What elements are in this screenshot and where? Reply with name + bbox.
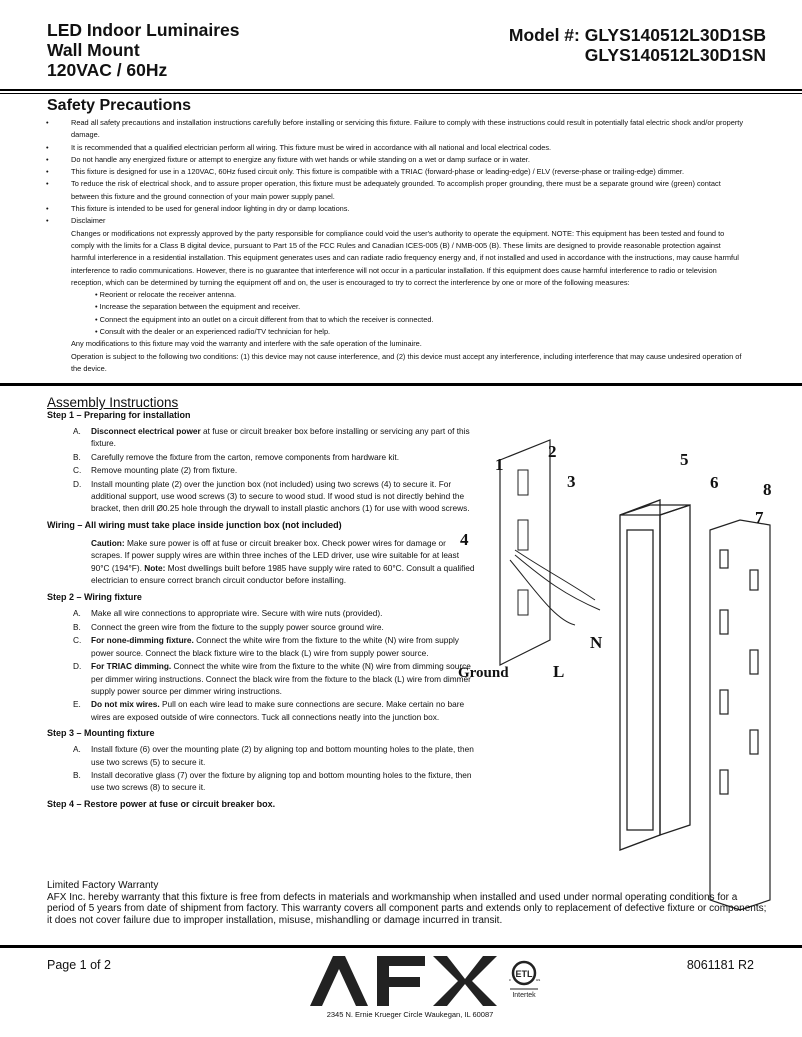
step-item <box>47 451 477 463</box>
step-item <box>47 425 477 450</box>
divider <box>0 945 802 948</box>
decorative-glass <box>710 520 770 910</box>
caution-text <box>47 537 477 587</box>
callout-label: Ground <box>458 665 509 681</box>
item-text: Install mounting plate (2) over the junction box (not included) using two screws (4) to secure it. For additional support, use wood screws (3) to secure to wood stud. If wood stud is not directly behind the bracket, then drill Ø0.25 hole through the drywall to install plastic anchors (1) for use with wood screws. <box>91 478 470 514</box>
intertek-text: Intertek <box>512 992 536 999</box>
divider <box>0 383 802 386</box>
measure: • Consult with the dealer or an experienced radio/TV technician for help. <box>95 327 331 337</box>
item-text: Connect the white wire from the fixture to the white (N) wire from supply power source. Connect the black fixture wire to the black (L) wire from supply power source. <box>91 635 459 658</box>
item-text: Carefully remove the fixture from the carton, remove components from hardware kit. <box>91 451 400 462</box>
callout-label: 2 <box>548 442 557 461</box>
note-body: Most dwellings built before 1985 have supply wire rated to 60°C. Consult a qualified electrician to ensure correct branch circuit conductor before installing. <box>91 562 475 586</box>
safety-section <box>47 97 747 375</box>
divider <box>0 93 802 94</box>
note: Any modifications to this fixture may void the warranty and interfere with the safe operation of the luminaire. <box>71 339 422 349</box>
safety-bullet: • Disclaimer <box>47 215 747 227</box>
item-text: Install fixture (6) over the mounting plate (2) by aligning top and bottom mounting holes to the plate, then use two screws (5) to secure it. <box>91 744 474 767</box>
callout-label: 3 <box>567 472 576 491</box>
callout-label: 6 <box>710 473 719 492</box>
model-numbers <box>509 25 766 65</box>
measure: • Connect the equipment into an outlet on a circuit different from that to which the receiver is connected. <box>95 314 434 324</box>
afx-logo <box>305 951 555 1011</box>
item-text: Remove mounting plate (2) from fixture. <box>91 465 238 476</box>
step-item <box>47 660 477 697</box>
safety-bullet: • This fixture is designed for use in a 120VAC, 60Hz fused circuit only. This fixture is compatible with a TRIAC (forward-phase or leading-edge) / ELV (reverse-phase or trailing-edge) dimmer. <box>47 166 747 178</box>
safety-bullet: • Do not handle any energized fixture or attempt to energize any fixture with wet hands or while standing on a wet or damp surface or in water. <box>47 154 747 166</box>
item-letter: B. <box>73 451 81 462</box>
item-emphasis: Disconnect electrical power <box>91 426 201 436</box>
item-text: Connect the green wire from the fixture to the supply power source ground wire. <box>91 621 384 632</box>
disclaimer-text: Changes or modifications not expressly approved by the party responsible for compliance could void the user's authority to operate the equipment. NOTE: This equipment has been tested and found to comply with the limits for a Class B digital device, pursuant to Part 15 of the FCC Rules and Canadian ICES-005 (B) / NMB-005 (B). These limits are designed to provide reasonable protection against harmful interference in a residential installation. This equipment generates uses and can radiate radio frequency energy and, if not installed and used in accordance with the instructions, may cause harmful interference to radio communications. However, there is no guarantee that interference will not occur in a particular installation. If this equipment does cause harmful interference to radio or television reception, which can be determined by turning the equipment off and on, the user is encouraged to try to correct the interference by one or more of the following measures: <box>71 228 739 287</box>
safety-bullet: • This fixture is intended to be used for general indoor lighting in dry or damp locations. <box>47 203 747 215</box>
safety-list <box>47 117 747 228</box>
company-address: 2345 N. Ernie Krueger Circle Waukegan, IL 60087 <box>326 1010 494 1019</box>
item-letter: A. <box>73 744 81 755</box>
item-text: Pull on each wire lead to make sure connections are secure. Make certain no bare wires are exposed outside of wire connectors. Tuck all connections neatly into the junction box. <box>91 699 465 722</box>
note: Operation is subject to the following two conditions: (1) this device may not cause interference, and (2) this device must accept any interference, including interference that may cause undesired operation of the device. <box>71 351 742 373</box>
wires <box>510 550 600 625</box>
item-emphasis: Do not mix wires. <box>91 699 160 710</box>
page-number: Page 1 of 2 <box>47 958 111 972</box>
step-item <box>47 621 477 633</box>
exploded-diagram <box>455 430 795 920</box>
safety-bullet: • Read all safety precautions and installation instructions carefully before installing or servicing this fixture. Failure to comply with these instructions could result in potentially fatal electric shock and/or property damage. <box>47 117 747 142</box>
measure: • Reorient or relocate the receiver antenna. <box>95 290 237 300</box>
step-item <box>47 607 477 619</box>
document-number: 8061181 R2 <box>686 958 754 972</box>
callout-label: 5 <box>680 450 689 469</box>
mounting-plate <box>500 440 550 665</box>
model-number: GLYS140512L30D1SN <box>584 45 766 65</box>
safety-bullet: • To reduce the risk of electrical shock, and to assure proper operation, this fixture must be adequately grounded. To accomplish proper grounding, there must be a separate ground wire (green) contact between this fixture and the ground connection of your main power supply panel. <box>47 178 747 203</box>
caution-label: Caution: <box>91 537 125 548</box>
item-letter: A. <box>73 608 81 619</box>
callout-label: 7 <box>755 508 764 527</box>
document-title <box>47 20 240 80</box>
step-item <box>47 698 477 723</box>
item-letter: C. <box>73 635 82 646</box>
step-items <box>47 607 477 723</box>
safety-bullet: • It is recommended that a qualified electrician perform all wiring. This fixture must be wired in accordance with all national and local electrical codes. <box>47 142 747 154</box>
step-item <box>47 464 477 476</box>
item-letter: D. <box>73 478 82 489</box>
etl-us: us <box>536 977 541 982</box>
item-emphasis: For none-dimming fixture. <box>91 635 194 646</box>
section-heading: Safety Precautions <box>47 97 192 114</box>
etl-mark-icon <box>509 962 540 999</box>
step-heading: Step 4 – Restore power at fuse or circuit breaker box. <box>47 798 276 809</box>
section-heading: Assembly Instructions <box>47 395 179 410</box>
etl-c: c <box>509 977 511 982</box>
warranty-text: AFX Inc. hereby warranty that this fixture is free from defects in materials and workmanship when installed and used under normal operating conditions for a period of 5 years from date of shipment from factory. This warranty covers all component parts and extends only to replacement of defective fixture or components; it does not cover failure due to improper installation, misuse, mishandling or damage incurred in transit. <box>47 891 767 926</box>
step-item <box>47 634 477 659</box>
item-letter: B. <box>73 769 81 780</box>
step-item <box>47 743 477 768</box>
item-text: at fuse or circuit breaker box before installing or servicing any part of this fixture. <box>91 426 470 449</box>
caution-body: Make sure power is off at fuse or circuit breaker box. Check power wires for damage or scrapes. If power supply wires are within three inches of the LED driver, use wire suitable for at least 90°C (194°F). <box>91 537 460 573</box>
step-heading: Step 1 – Preparing for installation <box>47 410 191 420</box>
step-items <box>47 425 477 515</box>
divider <box>0 89 802 91</box>
item-letter: B. <box>73 621 81 632</box>
item-text: Make all wire connections to appropriate wire. Secure with wire nuts (provided). <box>91 608 383 619</box>
item-text: Connect the white wire from the fixture to the white (N) wire from dimming source per dimmer wiring instructions. Connect the black wire from the fixture to the black (L) wire from dimmer supply power source per dimmer wiring instructions. <box>91 661 471 696</box>
step-item <box>47 769 477 794</box>
model-number: Model #: GLYS140512L30D1SB <box>508 25 766 45</box>
title-line: Wall Mount <box>47 40 140 60</box>
step-heading: Wiring – All wiring must take place inside junction box (not included) <box>47 519 342 530</box>
fixture-frame <box>620 500 690 850</box>
callout-label: 8 <box>763 480 772 499</box>
callout-label: 4 <box>460 530 469 549</box>
callout-label: N <box>590 633 603 652</box>
warranty-section <box>47 880 767 926</box>
item-letter: A. <box>73 426 81 436</box>
step-items <box>47 743 477 794</box>
etl-text: ETL <box>515 969 533 979</box>
callout-label: 1 <box>495 455 504 474</box>
assembly-section <box>47 396 477 814</box>
item-emphasis: For TRIAC dimming. <box>91 661 172 672</box>
warranty-title: Limited Factory Warranty <box>47 880 159 891</box>
item-letter: E. <box>73 699 81 710</box>
item-letter: C. <box>73 465 82 476</box>
title-line: 120VAC / 60Hz <box>47 60 168 80</box>
callout-label: L <box>553 662 565 681</box>
note-label: Note: <box>144 562 166 573</box>
title-line: LED Indoor Luminaires <box>47 20 240 40</box>
item-text: Install decorative glass (7) over the fixture by aligning top and bottom mounting holes to the fixture, then use two screws (8) to secure it. <box>91 769 472 793</box>
step-item <box>47 478 477 515</box>
item-letter: D. <box>73 661 82 672</box>
step-heading: Step 2 – Wiring fixture <box>47 592 142 603</box>
step-heading: Step 3 – Mounting fixture <box>47 728 155 739</box>
measure: • Increase the separation between the equipment and receiver. <box>95 302 301 312</box>
